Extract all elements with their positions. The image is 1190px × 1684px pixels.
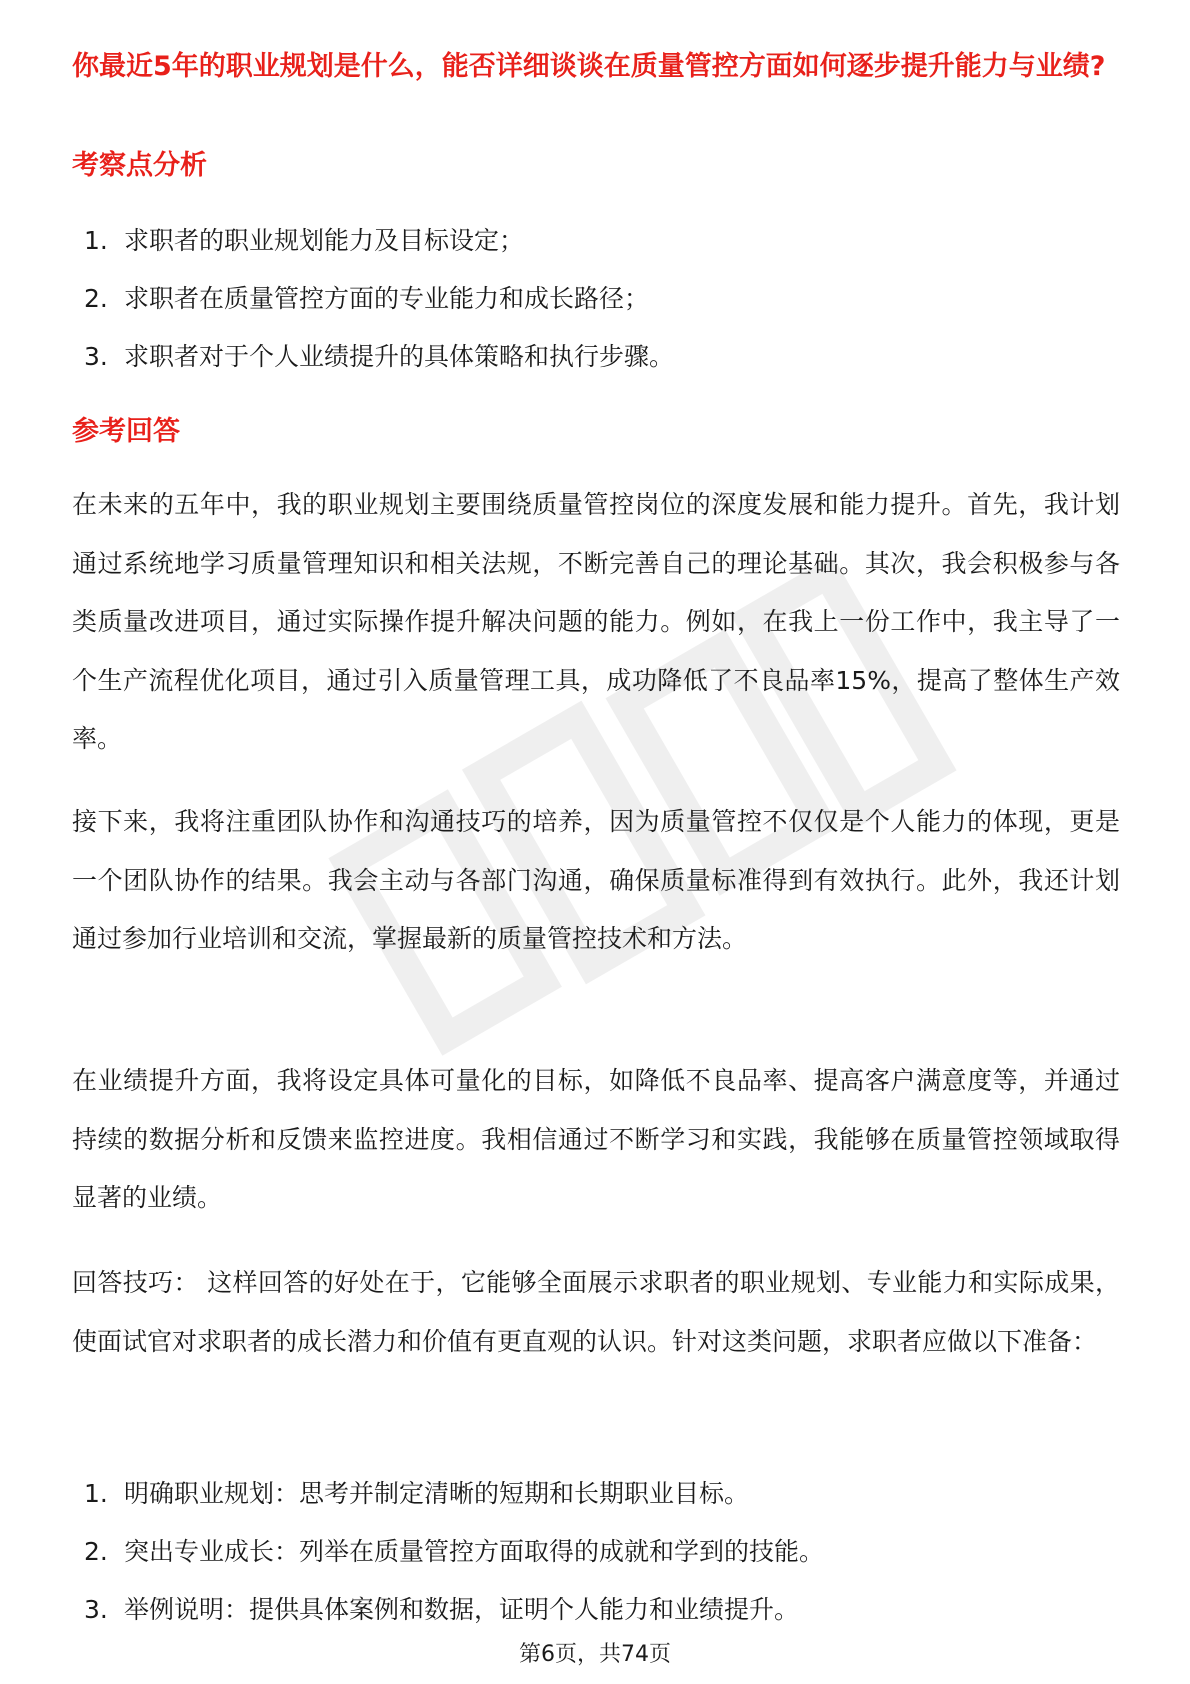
list-item-number: 1. xyxy=(84,226,108,255)
list-item xyxy=(72,280,674,338)
list-item-text: 求职者对于个人业绩提升的具体策略和执行步骤。 xyxy=(124,342,675,371)
document-page xyxy=(72,0,1120,1684)
tips-list xyxy=(72,1475,824,1649)
answer-tips-paragraph: 回答技巧： 这样回答的好处在于，它能够全面展示求职者的职业规划、专业能力和实际成果，使面试官对求职者的成长潜力和价值有更直观的认识。针对这类问题，求职者应做以下准备： xyxy=(72,1268,1120,1356)
list-item-text: 突出专业成长：列举在质量管控方面取得的成就和学到的技能。 xyxy=(124,1537,825,1566)
list-item-number: 2. xyxy=(84,1537,108,1566)
answer-paragraph: 在未来的五年中，我的职业规划主要围绕质量管控岗位的深度发展和能力提升。首先，我计划通过系统地学习质量管理知识和相关法规，不断完善自己的理论基础。其次，我会积极参与各类质量改进项目，通过实际操作提升解决问题的能力。例如，在我上一份工作中，我主导了一个生产流程优化项目，通过引入质量管理工具，成功降低了不良品率15%，提高了整体生产效率。 xyxy=(72,490,1120,753)
answer-paragraph: 在业绩提升方面，我将设定具体可量化的目标，如降低不良品率、提高客户满意度等，并通过持续的数据分析和反馈来监控进度。我相信通过不断学习和实践，我能够在质量管控领域取得显著的业绩。 xyxy=(72,1066,1120,1212)
list-item-text: 求职者在质量管控方面的专业能力和成长路径； xyxy=(124,284,650,313)
answer-section-title: 参考回答 xyxy=(72,416,180,447)
list-item-number: 2. xyxy=(84,284,108,313)
list-item xyxy=(72,222,674,280)
list-item-number: 1. xyxy=(84,1479,108,1508)
page-footer: 第6页，共74页 xyxy=(519,1642,671,1667)
list-item xyxy=(72,1475,824,1533)
list-item-text: 求职者的职业规划能力及目标设定； xyxy=(124,226,525,255)
list-item xyxy=(72,1533,824,1591)
answer-paragraph: 接下来，我将注重团队协作和沟通技巧的培养，因为质量管控不仅仅是个人能力的体现，更是一个团队协作的结果。我会主动与各部门沟通，确保质量标准得到有效执行。此外，我还计划通过参加行业培训和交流，掌握最新的质量管控技术和方法。 xyxy=(72,807,1120,953)
analysis-section-title: 考察点分析 xyxy=(72,150,207,181)
list-item-number: 3. xyxy=(84,342,108,371)
list-item-text: 举例说明：提供具体案例和数据，证明个人能力和业绩提升。 xyxy=(124,1595,800,1624)
question-heading: 你最近5年的职业规划是什么，能否详细谈谈在质量管控方面如何逐步提升能力与业绩? xyxy=(72,51,1106,82)
list-item xyxy=(72,338,674,396)
list-item-text: 明确职业规划：思考并制定清晰的短期和长期职业目标。 xyxy=(124,1479,750,1508)
list-item-number: 3. xyxy=(84,1595,108,1624)
analysis-points-list xyxy=(72,222,674,396)
